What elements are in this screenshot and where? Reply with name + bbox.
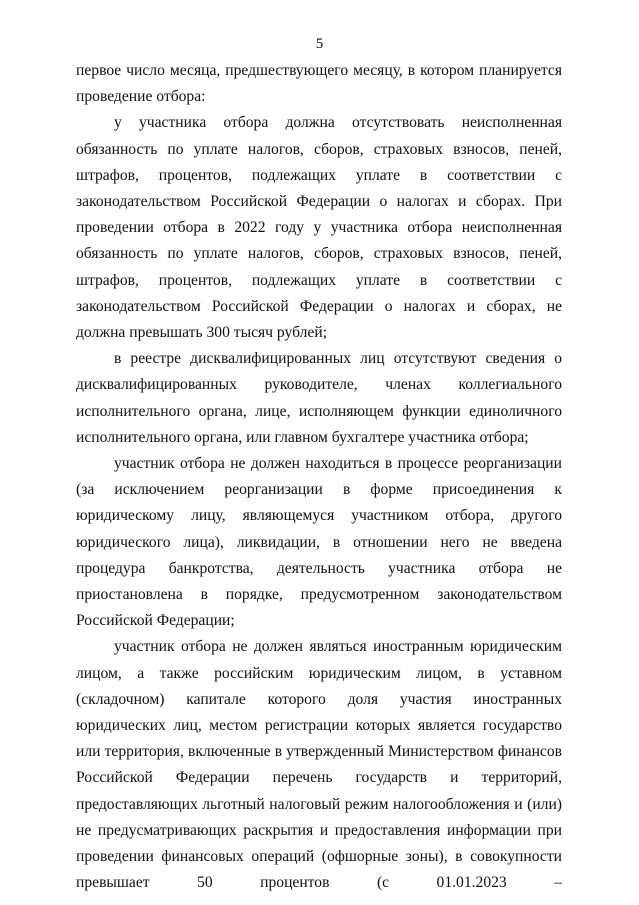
document-body	[76, 58, 562, 897]
paragraph-tax-obligations: у участника отбора должна отсутствовать неисполненная обязанность по уплате налогов, сборов, страховых взносов, пеней, штрафов, процентов, подлежащих уплате в соответствии с законодательством Российской Федерации о налогах и сборах. При проведении отбора в 2022 году у участника отбора неисполненная обязанность по уплате налогов, сборов, страховых взносов, пеней, штрафов, процентов, подлежащих уплате в соответствии с законодательством Российской Федерации о налогах и сборах, не должна превышать 300 тысяч рублей;	[76, 114, 562, 342]
paragraph-continuation: первое число месяца, предшествующего месяцу, в котором планируется проведение отбора:	[76, 62, 562, 106]
paragraph-reorganization: участник отбора не должен находиться в процессе реорганизации (за исключением реорганизации в форме присоединения к юридическому лицу, являющемуся участником отбора, другого юридического лица), ликвидации, в отношении него не введена процедура банкротства, деятельность участника отбора не приостановлена в порядке, предусмотренном законодательством Российской Федерации;	[76, 455, 562, 630]
paragraph-disqualified-persons: в реестре дисквалифицированных лиц отсутствуют сведения о дисквалифицированных руководителе, членах коллегиального исполнительного органа, лице, исполняющем функции единоличного исполнительного органа, или главном бухгалтере участника отбора;	[76, 350, 562, 446]
page-number: 5	[315, 36, 324, 52]
paragraph-foreign-entity: участник отбора не должен являться иностранным юридическим лицом, а также российским юридическим лицом, в уставном (складочном) капитале которого доля участия иностранных юридических лиц, местом регистрации которых является государство или территория, включенные в утвержденный Министерством финансов Российской Федерации перечень государств и территорий, предоставляющих льготный налоговый режим налогообложения и (или) не предусматривающих раскрытия и предоставления информации при проведении финансовых операций (офшорные зоны), в совокупности превышает 50 процентов (с 01.01.2023 –	[76, 638, 562, 892]
